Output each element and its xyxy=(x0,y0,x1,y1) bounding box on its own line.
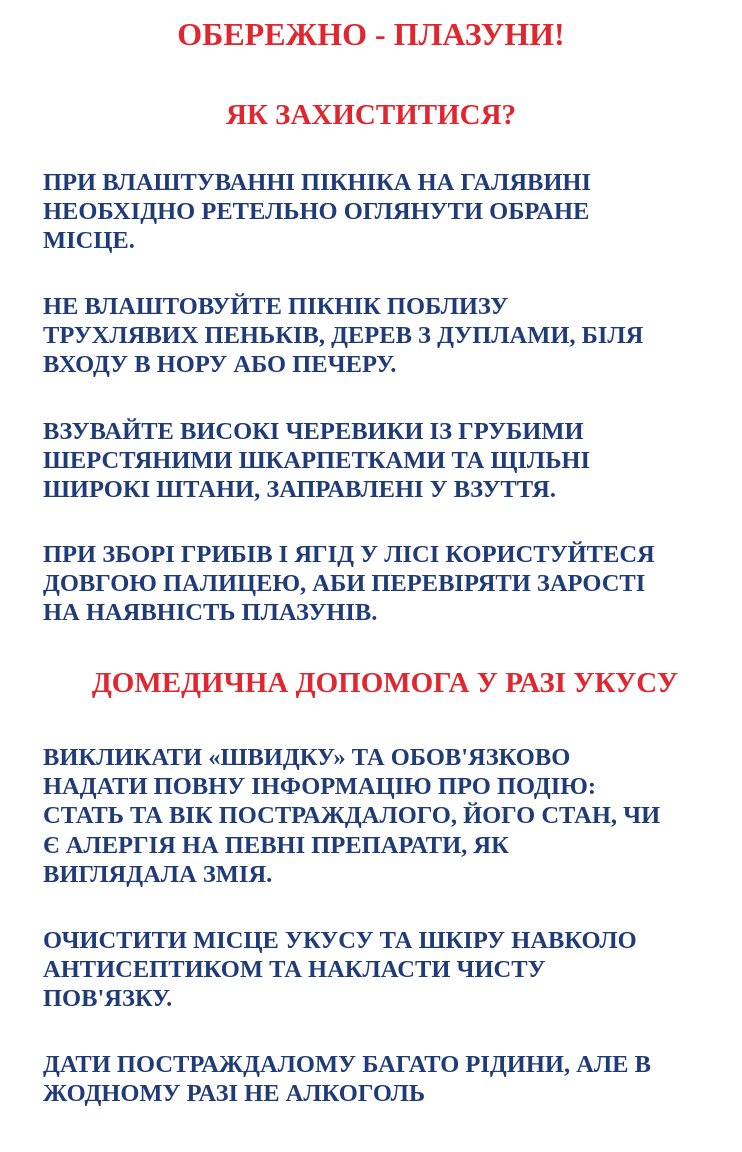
first-aid-heading: ДОМЕДИЧНА ДОПОМОГА У РАЗІ УКУСУ xyxy=(91,667,679,699)
text-line: АНТИСЕПТИКОМ ТА НАКЛАСТИ ЧИСТУ xyxy=(43,956,546,984)
first-aid-step-2 xyxy=(43,926,733,1014)
text-line: НЕОБХІДНО РЕТЕЛЬНО ОГЛЯНУТИ ОБРАНЕ xyxy=(43,198,590,226)
text-line: НЕ ВЛАШТОВУЙТЕ ПІКНІК ПОБЛИЗУ xyxy=(43,293,509,320)
text-line: ПРИ ВЛАШТУВАННІ ПІКНІКА НА ГАЛЯВИНІ xyxy=(43,169,592,196)
text-line: НАДАТИ ПОВНУ ІНФОРМАЦІЮ ПРО ПОДІЮ: xyxy=(43,773,596,801)
text-line: ПОВ'ЯЗКУ. xyxy=(43,985,173,1013)
text-line: ВИКЛИКАТИ «ШВИДКУ» ТА ОБОВ'ЯЗКОВО xyxy=(43,744,571,771)
text-line: ВЗУВАЙТЕ ВИСОКІ ЧЕРЕВИКИ ІЗ ГРУБИМИ xyxy=(43,418,584,445)
text-line: ДОВГОЮ ПАЛИЦЕЮ, АБИ ПЕРЕВІРЯТИ ЗАРОСТІ xyxy=(43,570,646,598)
text-line: Є АЛЕРГІЯ НА ПЕВНІ ПРЕПАРАТИ, ЯК xyxy=(43,831,509,859)
text-line: МІСЦЕ. xyxy=(43,227,135,255)
text-line: ВИГЛЯДАЛА ЗМІЯ. xyxy=(43,860,273,888)
text-line: ПРИ ЗБОРІ ГРИБІВ І ЯГІД У ЛІСІ КОРИСТУЙТЕСЯ xyxy=(43,541,655,568)
text-line: ОЧИСТИТИ МІСЦЕ УКУСУ ТА ШКІРУ НАВКОЛО xyxy=(43,927,637,954)
protection-heading: ЯК ЗАХИСТИТИСЯ? xyxy=(225,99,517,131)
text-line: ВХОДУ В НОРУ АБО ПЕЧЕРУ. xyxy=(43,351,397,379)
protection-tip-3 xyxy=(43,417,733,505)
text-line: ТРУХЛЯВИХ ПЕНЬКІВ, ДЕРЕВ З ДУПЛАМИ, БІЛЯ xyxy=(43,322,644,350)
text-line: ШИРОКІ ШТАНИ, ЗАПРАВЛЕНІ У ВЗУТТЯ. xyxy=(43,476,556,504)
first-aid-step-1 xyxy=(43,743,733,889)
protection-tip-1 xyxy=(43,168,733,256)
text-line: НА НАЯВНІСТЬ ПЛАЗУНІВ. xyxy=(43,599,378,627)
protection-tip-2 xyxy=(43,292,733,380)
text-line: ДАТИ ПОСТРАЖДАЛОМУ БАГАТО РІДИНИ, АЛЕ В xyxy=(43,1051,651,1078)
protection-tip-4 xyxy=(43,540,733,628)
text-line: СТАТЬ ТА ВІК ПОСТРАЖДАЛОГО, ЙОГО СТАН, ЧИ xyxy=(43,802,661,830)
first-aid-step-3 xyxy=(43,1050,733,1108)
text-line: ШЕРСТЯНИМИ ШКАРПЕТКАМИ ТА ЩІЛЬНІ xyxy=(43,447,590,475)
page-title: ОБЕРЕЖНО - ПЛАЗУНИ! xyxy=(177,16,565,52)
text-line: ЖОДНОМУ РАЗІ НЕ АЛКОГОЛЬ xyxy=(43,1080,426,1108)
